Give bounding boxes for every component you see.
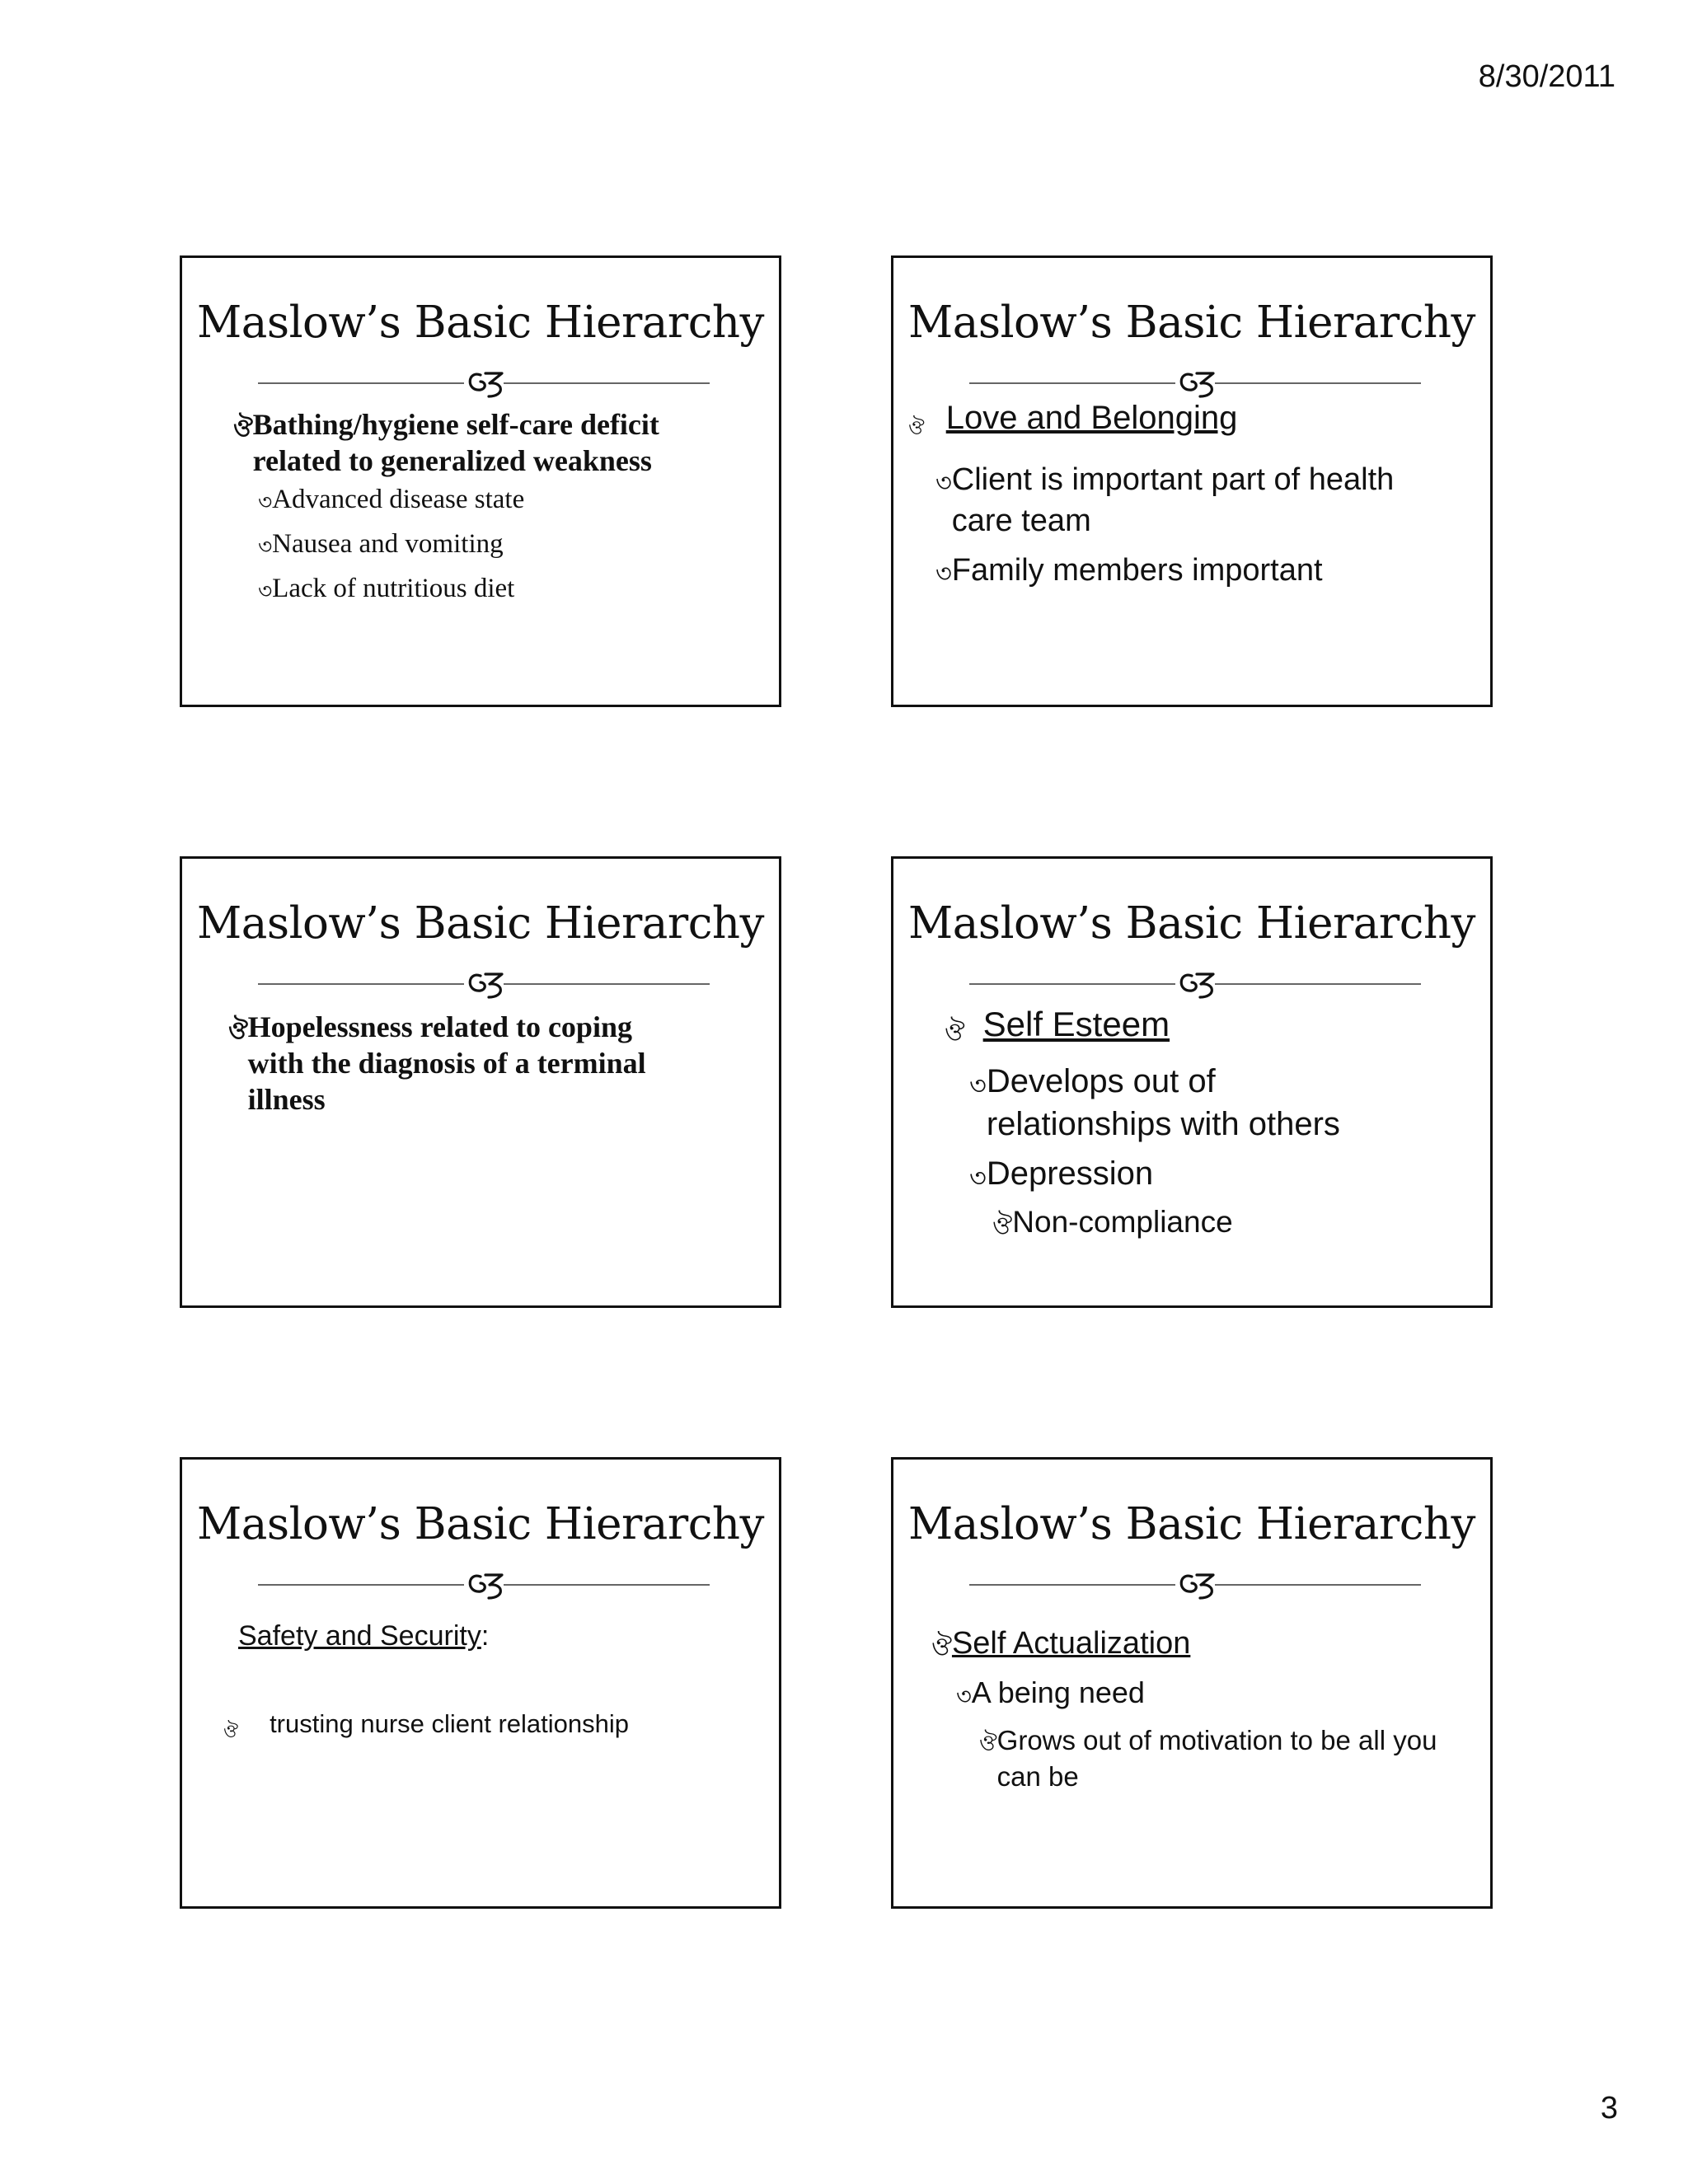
bullet-ornament-icon: ৩ bbox=[258, 489, 273, 515]
bullet-ornament-icon: ঔ bbox=[223, 1722, 239, 1742]
list-item: ৩ Advanced disease state bbox=[258, 479, 746, 523]
list-item: ৩ Lack of nutritious diet bbox=[258, 568, 746, 612]
list-item: ঔ Hopelessness related to coping with the diagnosis of a terminal illness bbox=[228, 1010, 646, 1116]
slide-title: Maslow’s Basic Hierarchy bbox=[908, 1499, 1475, 1549]
slide-title: Maslow’s Basic Hierarchy bbox=[197, 898, 764, 949]
ornament-divider bbox=[969, 1567, 1421, 1600]
bullet-ornament-icon: ঔ bbox=[979, 1730, 997, 1756]
bullet-ornament-icon: ৩ bbox=[935, 468, 952, 498]
bullet-ornament-icon: ৩ bbox=[956, 1681, 972, 1710]
bullet-ornament-icon: ঔ bbox=[228, 1016, 248, 1045]
slide-title: Maslow’s Basic Hierarchy bbox=[197, 1499, 764, 1549]
bullet-ornament-icon: ঔ bbox=[992, 1212, 1013, 1240]
slide-3 bbox=[180, 856, 781, 1308]
slide-title: Maslow’s Basic Hierarchy bbox=[908, 298, 1475, 348]
list-item: ঔ trusting nurse client relationship bbox=[223, 1707, 746, 1750]
bullet-ornament-icon: ঔ bbox=[931, 1632, 952, 1661]
slide-4 bbox=[891, 856, 1493, 1308]
ornament-divider bbox=[258, 365, 710, 398]
slide-title: Maslow’s Basic Hierarchy bbox=[197, 298, 764, 348]
list-item: ৩ Develops out of relationships with others bbox=[969, 1063, 1340, 1142]
list-item: ৩ Client is important part of health care team bbox=[935, 462, 1395, 538]
ornament-divider bbox=[258, 1567, 710, 1600]
list-item: ৩ Nausea and vomiting bbox=[258, 523, 746, 568]
list-item: ৩ Family members important bbox=[935, 550, 1457, 595]
page-date: 8/30/2011 bbox=[1478, 59, 1615, 94]
bullet-ornament-icon: ৩ bbox=[969, 1161, 987, 1193]
bullet-ornament-icon: ৩ bbox=[258, 578, 273, 604]
bullet-ornament-icon: ঔ bbox=[908, 416, 925, 439]
slide-5 bbox=[180, 1457, 781, 1909]
slide-title: Maslow’s Basic Hierarchy bbox=[908, 898, 1475, 949]
slide-1 bbox=[180, 255, 781, 707]
list-item: ঔ Love and Belonging bbox=[908, 398, 1457, 448]
slide-2 bbox=[891, 255, 1493, 707]
bullet-ornament-icon: ৩ bbox=[969, 1069, 987, 1101]
list-item: ঔ Bathing/hygiene self-care deficit related to generalized weakness bbox=[233, 408, 659, 477]
ornament-divider bbox=[969, 365, 1421, 398]
slide-6 bbox=[891, 1457, 1493, 1909]
list-item: ৩ A being need bbox=[956, 1675, 1457, 1714]
list-item: ঔ Self Esteem bbox=[945, 1004, 1457, 1053]
page-number: 3 bbox=[1600, 2091, 1618, 2125]
list-item: ঔ Grows out of motivation to be all you can be bbox=[979, 1724, 1437, 1792]
bullet-ornament-icon: ৩ bbox=[258, 533, 273, 560]
bullet-ornament-icon: ঔ bbox=[233, 414, 253, 443]
list-item: ঔ Non-compliance bbox=[992, 1202, 1457, 1245]
bullet-ornament-icon: ঔ bbox=[945, 1018, 965, 1047]
list-item: ঔ Self Actualization bbox=[931, 1624, 1457, 1666]
list-item: Safety and Security: bbox=[238, 1620, 490, 1652]
ornament-divider bbox=[258, 966, 710, 999]
ornament-divider bbox=[969, 966, 1421, 999]
bullet-ornament-icon: ৩ bbox=[935, 559, 952, 588]
list-item: ৩ Depression bbox=[969, 1152, 1457, 1199]
